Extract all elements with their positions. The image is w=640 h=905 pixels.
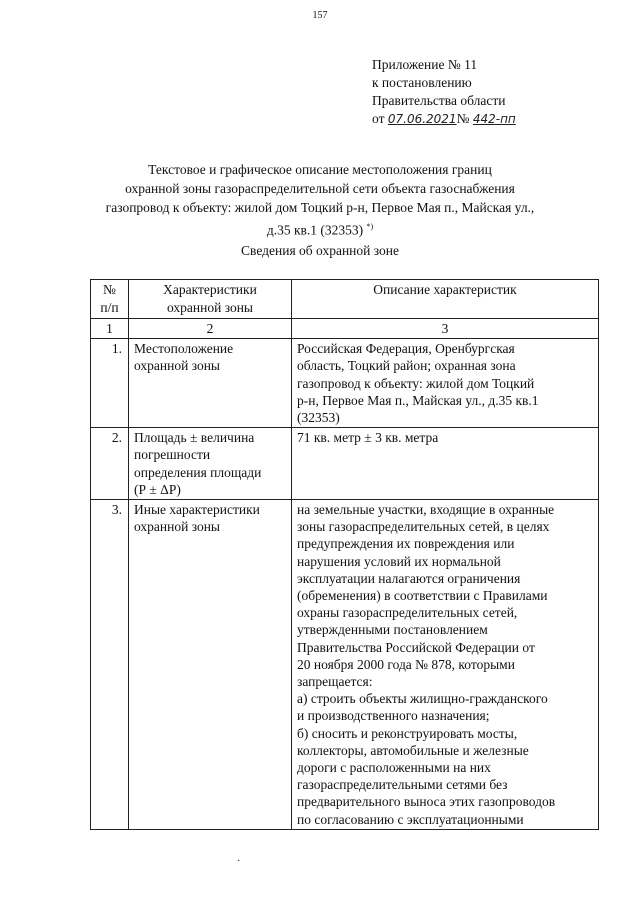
- index-cell: 2: [129, 319, 292, 339]
- section-subtitle: Сведения об охранной зоне: [241, 243, 399, 258]
- cell-line: 71 кв. метр ± 3 кв. метра: [297, 430, 439, 446]
- title-line-text: д.35 кв.1 (32353): [266, 222, 364, 238]
- cell-line: зоны газораспределительных сетей, в целях: [297, 519, 550, 535]
- cell-line: предварительного выноса этих газопроводов: [297, 794, 556, 810]
- cell-line: область, Тоцкий район; охранная зона: [297, 358, 516, 374]
- cell-line: (Р ± ΔР): [134, 481, 181, 497]
- handwritten-number: 442-пп: [472, 112, 516, 126]
- cell-line: и производственного назначения;: [297, 708, 490, 724]
- cell-line: Российская Федерация, Оренбургская: [297, 341, 515, 357]
- cell-line: (32353): [297, 410, 340, 426]
- row-number: 3.: [91, 500, 129, 830]
- title-line: Текстовое и графическое описание местоположения границ: [148, 162, 492, 177]
- cell-line: газопровод к объекту: жилой дом Тоцкий: [297, 375, 535, 391]
- title-line: газопровод к объекту: жилой дом Тоцкий р-н, Первое Мая п., Майская ул.,: [105, 200, 535, 215]
- cell-line: Местоположение: [134, 341, 234, 357]
- header-line: №: [103, 282, 116, 297]
- row-characteristic: [129, 339, 292, 428]
- row-description: [292, 428, 599, 500]
- cell-line: охраны газораспределительных сетей,: [297, 605, 518, 621]
- scan-mark: ·: [237, 856, 241, 867]
- cell-line: б) сносить и реконструировать мосты,: [297, 725, 518, 741]
- cell-line: 20 ноября 2000 года № 878, которыми: [297, 656, 515, 672]
- appendix-block: [372, 56, 516, 128]
- footnote-mark: *): [366, 222, 374, 231]
- header-line: п/п: [100, 300, 119, 315]
- number-sign: №: [456, 111, 470, 126]
- row-number: 1.: [91, 339, 129, 428]
- cell-line: а) строить объекты жилищно-гражданского: [297, 691, 548, 707]
- header-characteristic: [129, 280, 292, 319]
- zone-info-table: [90, 279, 599, 830]
- table-row: [91, 500, 599, 830]
- header-description: [292, 280, 599, 319]
- cell-line: Иные характеристики: [134, 502, 260, 518]
- appendix-date-line: [372, 110, 516, 128]
- cell-line: по согласованию с эксплуатационными: [297, 811, 524, 827]
- header-line: Описание характеристик: [373, 282, 517, 297]
- cell-line: на земельные участки, входящие в охранные: [297, 502, 555, 518]
- cell-line: коллекторы, автомобильные и железные: [297, 742, 529, 758]
- title-line: охранной зоны газораспределительной сети объекта газоснабжения: [125, 181, 515, 196]
- index-cell: 3: [292, 319, 599, 339]
- cell-line: погрешности: [134, 447, 211, 463]
- cell-line: эксплуатации налагаются ограничения: [297, 570, 521, 586]
- cell-line: определения площади: [134, 464, 262, 480]
- appendix-line: Приложение № 11: [372, 57, 478, 72]
- index-cell: 1: [91, 319, 129, 339]
- date-prefix: от: [372, 111, 385, 126]
- appendix-line: Правительства области: [372, 93, 506, 108]
- cell-line: охранной зоны: [134, 358, 221, 374]
- row-description: [292, 500, 599, 830]
- cell-line: р-н, Первое Мая п., Майская ул., д.35 кв.1: [297, 392, 539, 408]
- cell-line: предупреждения их повреждения или: [297, 536, 515, 552]
- handwritten-date: 07.06.2021: [387, 112, 457, 126]
- row-characteristic: [129, 500, 292, 830]
- appendix-line: к постановлению: [372, 75, 472, 90]
- table-row: [91, 428, 599, 500]
- row-characteristic: [129, 428, 292, 500]
- cell-line: дороги с расположенными на них: [297, 760, 491, 776]
- header-line: Характеристики: [163, 282, 257, 297]
- table-index-row: [91, 319, 599, 339]
- header-line: охранной зоны: [166, 300, 253, 315]
- row-number: 2.: [91, 428, 129, 500]
- row-description: [292, 339, 599, 428]
- document-title: [90, 160, 550, 240]
- page-number: 157: [312, 10, 328, 21]
- cell-line: запрещается:: [297, 674, 373, 690]
- cell-line: нарушения условий их нормальной: [297, 553, 501, 569]
- cell-line: газораспределительными сетями без: [297, 777, 508, 793]
- cell-line: утвержденными постановлением: [297, 622, 488, 638]
- table-row: [91, 339, 599, 428]
- table-header-row: [91, 280, 599, 319]
- cell-line: Правительства Российской Федерации от: [297, 639, 535, 655]
- cell-line: (обременения) в соответствии с Правилами: [297, 588, 548, 604]
- cell-line: Площадь ± величина: [134, 430, 255, 446]
- header-number: [91, 280, 129, 319]
- title-line: [90, 217, 550, 240]
- cell-line: охранной зоны: [134, 519, 221, 535]
